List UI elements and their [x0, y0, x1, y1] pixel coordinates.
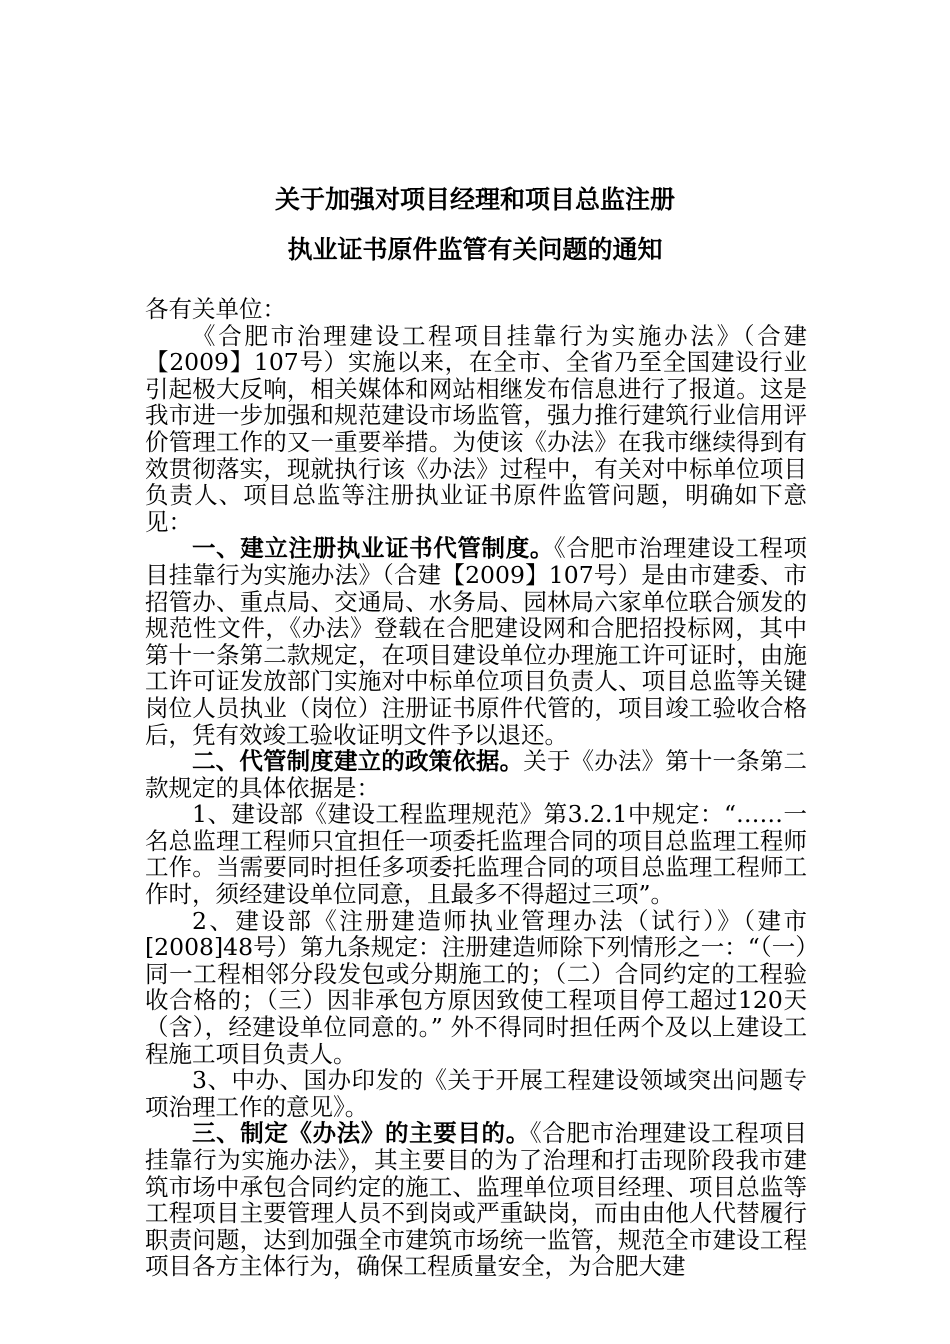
- paragraph-intro: 《合肥市治理建设工程项目挂靠行为实施办法》（合建【2009】107号）实施以来，在全市、全省乃至全国建设行业引起极大反响，相关媒体和网站相继发布信息进行了报道。这是我市进一步加强和规范建设市场监管，强力推行建筑行业信用评价管理工作的又一重要举措。为使该《办法》在我市继续得到有效贯彻落实，现就执行该《办法》过程中，有关对中标单位项目负责人、项目总监等注册执业证书原件监管问题，明确如下意见：: [145, 321, 807, 536]
- paragraph-section-3: [145, 1120, 807, 1280]
- section-2-item-1: 1、建设部《建设工程监理规范》第3.2.1中规定：“……一名总监理工程师只宜担任一项委托监理合同的项目总监理工程师工作。当需要同时担任多项委托监理合同的项目总监理工程师工作时，须经建设单位同意，且最多不得超过三项”。: [145, 800, 807, 909]
- paragraph-section-2: [145, 748, 807, 801]
- section-3-text: 《合肥市治理建设工程项目挂靠行为实施办法》，其主要目的为了治理和打击现阶段我市建筑市场中承包合同约定的施工、监理单位项目经理、项目总监等工程项目主要管理人员不到岗或严重缺岗，而由由他人代替履行职责问题，达到加强全市建筑市场统一监管，规范全市建设工程项目各方主体行为，确保工程质量安全，为合肥大建: [145, 1119, 808, 1281]
- section-2-heading: 二、代管制度建立的政策依据。: [192, 747, 524, 776]
- document-title-line2: 执业证书原件监管有关问题的通知: [287, 235, 663, 264]
- section-2-text: 关于《办法》第十一条第二款规定的具体依据是：: [145, 747, 808, 802]
- salutation: 各有关单位：: [145, 295, 286, 323]
- section-1-text: 《合肥市治理建设工程项目挂靠行为实施办法》（合建【2009】107号）是由市建委、市招管办、重点局、交通局、水务局、园林局六家单位联合颁发的规范性文件，《办法》登载在合肥建设网和合肥招投标网，其中第十一条第二款规定，在项目建设单位办理施工许可证时，由施工许可证发放部门实施对中标单位项目负责人、项目总监等关键岗位人员执业（岗位）注册证书原件代管的，项目竣工验收合格后，凭有效竣工验收证明文件予以退还。: [145, 534, 808, 749]
- section-2-item-2: 2、建设部《注册建造师执业管理办法（试行）》（建市[2008]48号）第九条规定：注册建造师除下列情形之一：“（一）同一工程相邻分段发包或分期施工的；（二）合同约定的工程验收合格的；（三）因非承包方原因致使工程项目停工超过120天（含），经建设单位同意的。” 外不得同时担任两个及以上建设工程施工项目负责人。: [145, 906, 807, 1068]
- document-title-line1: 关于加强对项目经理和项目总监注册: [274, 185, 675, 214]
- section-3-heading: 三、制定《办法》的主要目的。: [192, 1119, 530, 1148]
- section-2-item-3: 3、中办、国办印发的《关于开展工程建设领域突出问题专项治理工作的意见》。: [145, 1066, 807, 1121]
- document-body: [145, 296, 807, 1280]
- paragraph-section-1: [145, 535, 807, 748]
- section-1-heading: 一、建立注册执业证书代管制度。: [192, 534, 554, 563]
